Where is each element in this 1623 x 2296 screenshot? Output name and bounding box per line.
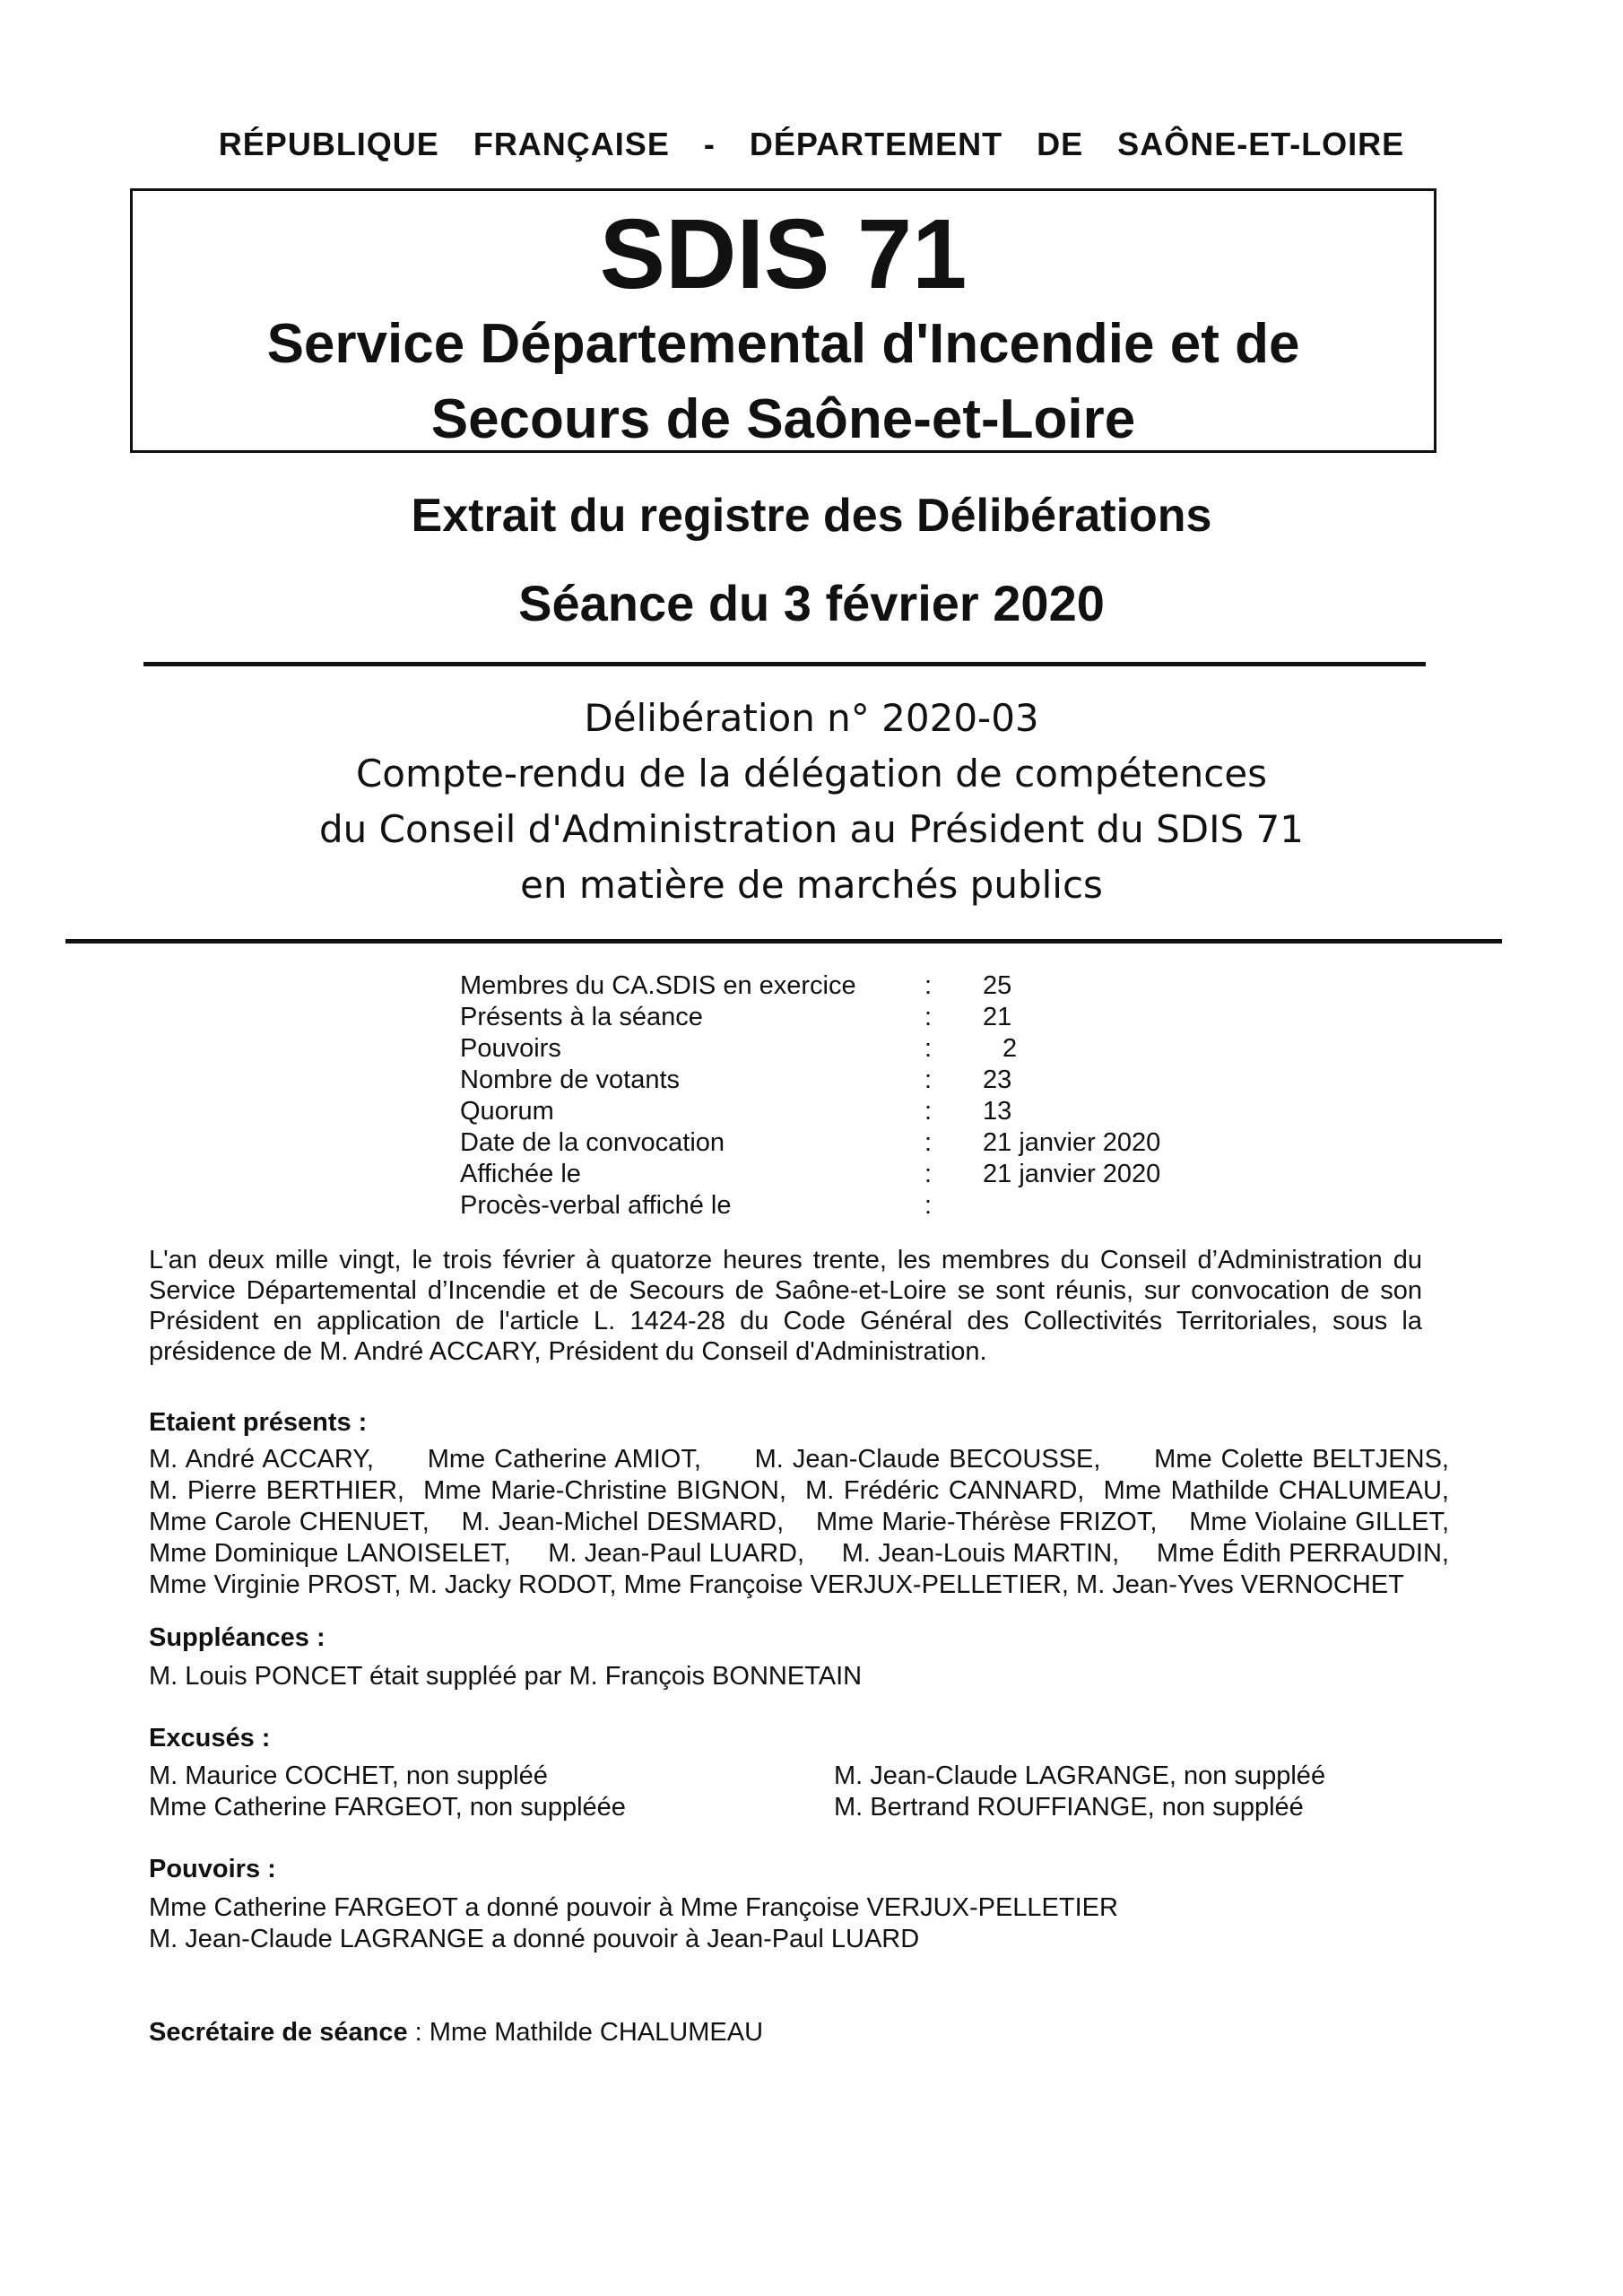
presents-line: Mme Carole CHENUET, M. Jean-Michel DESMARD, Mme Marie-Thérèse FRIZOT, Mme Violaine GILLET, [149,1508,1449,1536]
stat-value: 2 [1002,1034,1018,1063]
stat-row [460,1159,1216,1190]
excuses-line-right: M. Jean-Claude LAGRANGE, non suppléé [834,1761,1326,1790]
stat-separator: : [924,1097,933,1126]
presents-line: Mme Dominique LANOISELET, M. Jean-Paul LUARD, M. Jean-Louis MARTIN, Mme Édith PERRAUDIN, [149,1539,1449,1568]
stat-label: Affichée le [460,1160,581,1188]
suppleances-heading: Suppléances : [149,1623,325,1652]
stat-value: 21 janvier 2020 [983,1128,1161,1157]
stat-separator: : [924,1128,933,1157]
stat-label: Pouvoirs [460,1034,561,1063]
stats-table [460,970,1216,1222]
stat-label: Quorum [460,1097,554,1126]
deliberation-number: Délibération n° 2020-03 [584,696,1039,740]
stat-label: Date de la convocation [460,1128,725,1157]
service-name-line2: Secours de Saône-et-Loire [430,388,1136,450]
excuses-line-left: Mme Catherine FARGEOT, non suppléée [149,1793,626,1822]
pouvoirs-heading: Pouvoirs : [149,1855,276,1883]
stat-value: 21 janvier 2020 [983,1160,1161,1188]
stat-separator: : [924,1160,933,1188]
stat-row [460,1127,1216,1159]
stat-row [460,1002,1216,1033]
stat-value: 23 [983,1065,1012,1094]
divider-bottom [65,939,1502,944]
stat-separator: : [924,1034,933,1063]
stat-value: 25 [983,971,1012,1000]
secretaire-line [149,2018,763,2048]
deliberation-subject-line1: Compte-rendu de la délégation de compétences [355,752,1268,796]
stat-separator: : [924,1191,933,1220]
presents-line: Mme Virginie PROST, M. Jacky RODOT, Mme Françoise VERJUX-PELLETIER, M. Jean-Yves VERNOCHET [149,1570,1404,1599]
extrait-title: Extrait du registre des Délibérations [411,490,1212,542]
stat-row [460,1096,1216,1127]
service-name-line1: Service Départemental d'Incendie et de [266,313,1300,375]
presents-line: M. André ACCARY, Mme Catherine AMIOT, M. Jean-Claude BECOUSSE, Mme Colette BELTJENS, [149,1445,1449,1474]
stat-label: Présents à la séance [460,1003,703,1031]
sdis-title: SDIS 71 [599,199,968,309]
seance-date: Séance du 3 février 2020 [518,575,1105,631]
deliberation-block [0,691,1623,913]
stat-value: 13 [983,1097,1012,1126]
stat-label: Membres du CA.SDIS en exercice [460,971,856,1000]
stat-label: Nombre de votants [460,1065,681,1094]
secretaire-value: : Mme Mathilde CHALUMEAU [407,2018,764,2047]
presents-heading: Etaient présents : [149,1408,368,1437]
stat-row [460,1033,1216,1065]
pouvoirs-line: M. Jean-Claude LAGRANGE a donné pouvoir à Jean-Paul LUARD [149,1925,920,1953]
deliberation-subject-line3: en matière de marchés publics [520,863,1103,907]
stat-value: 21 [983,1003,1012,1031]
stat-row [460,1065,1216,1096]
stat-separator: : [924,1065,933,1094]
stat-label: Procès-verbal affiché le [460,1191,732,1220]
stat-row [460,1190,1216,1222]
intro-paragraph: L'an deux mille vingt, le trois février à quatorze heures trente, les membres du Conseil d’Administration du Service Départemental d’Incendie et de Secours de Saône-et-Loire se sont réunis, sur convocation de son Président en application de l'article L. 1424-28 du Code Général des Collectivités Territoriales, sous la présidence de M. André ACCARY, Président du Conseil d'Administration. [149,1246,1422,1366]
stat-row [460,970,1216,1002]
secretaire-label: Secrétaire de séance [149,2018,408,2047]
excuses-heading: Excusés : [149,1724,271,1752]
stat-separator: : [924,971,933,1000]
republic-header: RÉPUBLIQUE FRANÇAISE - DÉPARTEMENT DE SAÔNE-ET-LOIRE [218,126,1405,162]
pouvoirs-line: Mme Catherine FARGEOT a donné pouvoir à Mme Françoise VERJUX-PELLETIER [149,1893,1118,1922]
suppleances-line: M. Louis PONCET était suppléé par M. François BONNETAIN [149,1662,863,1691]
excuses-line-right: M. Bertrand ROUFFIANGE, non suppléé [834,1793,1304,1822]
stat-value [983,1190,1216,1222]
deliberation-subject-line2: du Conseil d'Administration au Président du SDIS 71 [318,807,1304,851]
stat-separator: : [924,1003,933,1031]
divider-top [143,662,1426,666]
excuses-line-left: M. Maurice COCHET, non suppléé [149,1761,548,1790]
title-box [130,188,1436,453]
presents-line: M. Pierre BERTHIER, Mme Marie-Christine BIGNON, M. Frédéric CANNARD, Mme Mathilde CHALUMEAU, [149,1476,1449,1505]
